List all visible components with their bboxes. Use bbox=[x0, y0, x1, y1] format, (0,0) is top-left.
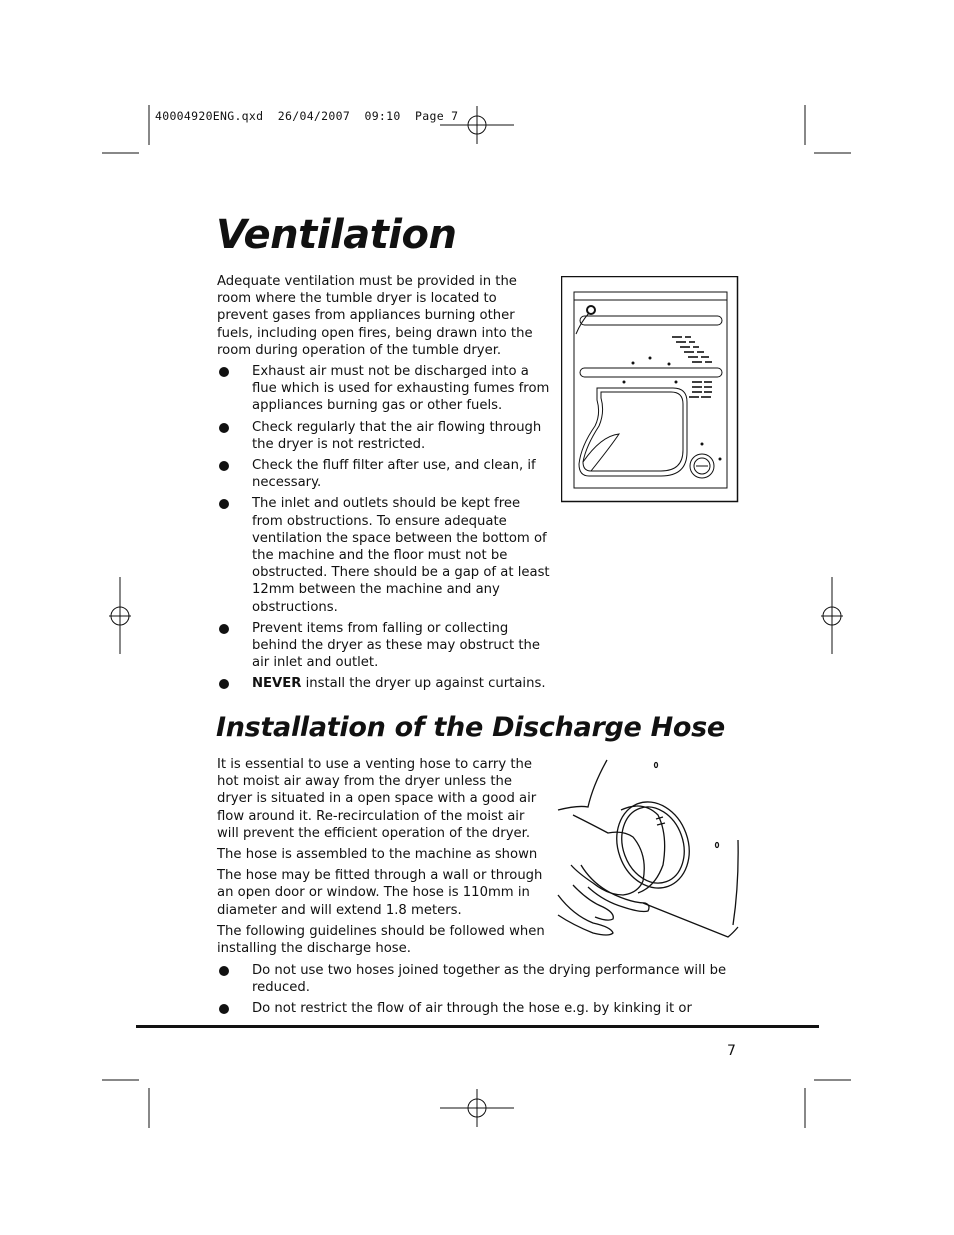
list-item: Check the fluff filter after use, and clean, if necessary. bbox=[217, 457, 552, 491]
bullet-icon bbox=[219, 423, 229, 433]
list-item: NEVER install the dryer up against curtains. bbox=[217, 675, 552, 692]
hose-paragraphs bbox=[217, 756, 547, 961]
dryer-illustration-icon bbox=[561, 276, 739, 503]
crosshair-icon bbox=[466, 1097, 488, 1119]
section-heading: Installation of the Discharge Hose bbox=[216, 712, 725, 743]
ventilation-bullet-list bbox=[217, 363, 552, 697]
crosshair-icon bbox=[466, 114, 488, 136]
list-item: The inlet and outlets should be kept free from obstructions. To ensure adequate ventilation the space between the bottom of the machine and the floor must not be obstructed. There should be a gap of at least 12mm between the machine and any obstructions. bbox=[217, 495, 552, 615]
page-number: 7 bbox=[727, 1043, 736, 1059]
crosshair-icon bbox=[821, 605, 843, 627]
crosshair-icon bbox=[109, 605, 131, 627]
bullet-icon bbox=[219, 966, 229, 976]
paragraph: It is essential to use a venting hose to carry the hot moist air away from the dryer unless the dryer is situated in a open space with a good air flow around it. Re-recirculation of the moist air will prevent the efficient operation of the dryer. bbox=[217, 757, 537, 841]
list-item: Prevent items from falling or collecting behind the dryer as these may obstruct the air inlet and outlet. bbox=[217, 620, 552, 672]
bullet-icon bbox=[219, 461, 229, 471]
hose-bullet-list bbox=[217, 962, 737, 1022]
hose-hand-illustration-icon bbox=[553, 755, 740, 945]
page-title: Ventilation bbox=[216, 212, 457, 258]
bullet-icon bbox=[219, 1004, 229, 1014]
bullet-icon bbox=[219, 679, 229, 689]
never-emphasis: NEVER bbox=[252, 676, 302, 692]
list-item: Exhaust air must not be discharged into a flue which is used for exhausting fumes from appliances burning gas or other fuels. bbox=[217, 363, 552, 415]
paragraph: The hose may be fitted through a wall or through an open door or window. The hose is 110mm in diameter and will extend 1.8 meters. bbox=[217, 868, 543, 918]
list-item: Do not use two hoses joined together as the drying performance will be reduced. bbox=[217, 962, 737, 996]
paragraph: The hose is assembled to the machine as shown bbox=[217, 847, 538, 863]
list-item: Check regularly that the air flowing through the dryer is not restricted. bbox=[217, 419, 552, 453]
bullet-icon bbox=[219, 499, 229, 509]
bullet-icon bbox=[219, 367, 229, 377]
bullet-icon bbox=[219, 624, 229, 634]
footer-rule bbox=[136, 1025, 819, 1028]
print-slug: 40004920ENG.qxd 26/04/2007 09:10 Page 7 bbox=[155, 109, 459, 123]
paragraph: The following guidelines should be followed when installing the discharge hose. bbox=[217, 923, 545, 957]
list-item: Do not restrict the flow of air through the hose e.g. by kinking it or bbox=[217, 1000, 737, 1017]
intro-paragraph: Adequate ventilation must be provided in the room where the tumble dryer is located to prevent gases from appliances burning other fuels, including open fires, being drawn into the room during operation of the tumble dryer. bbox=[217, 274, 533, 358]
